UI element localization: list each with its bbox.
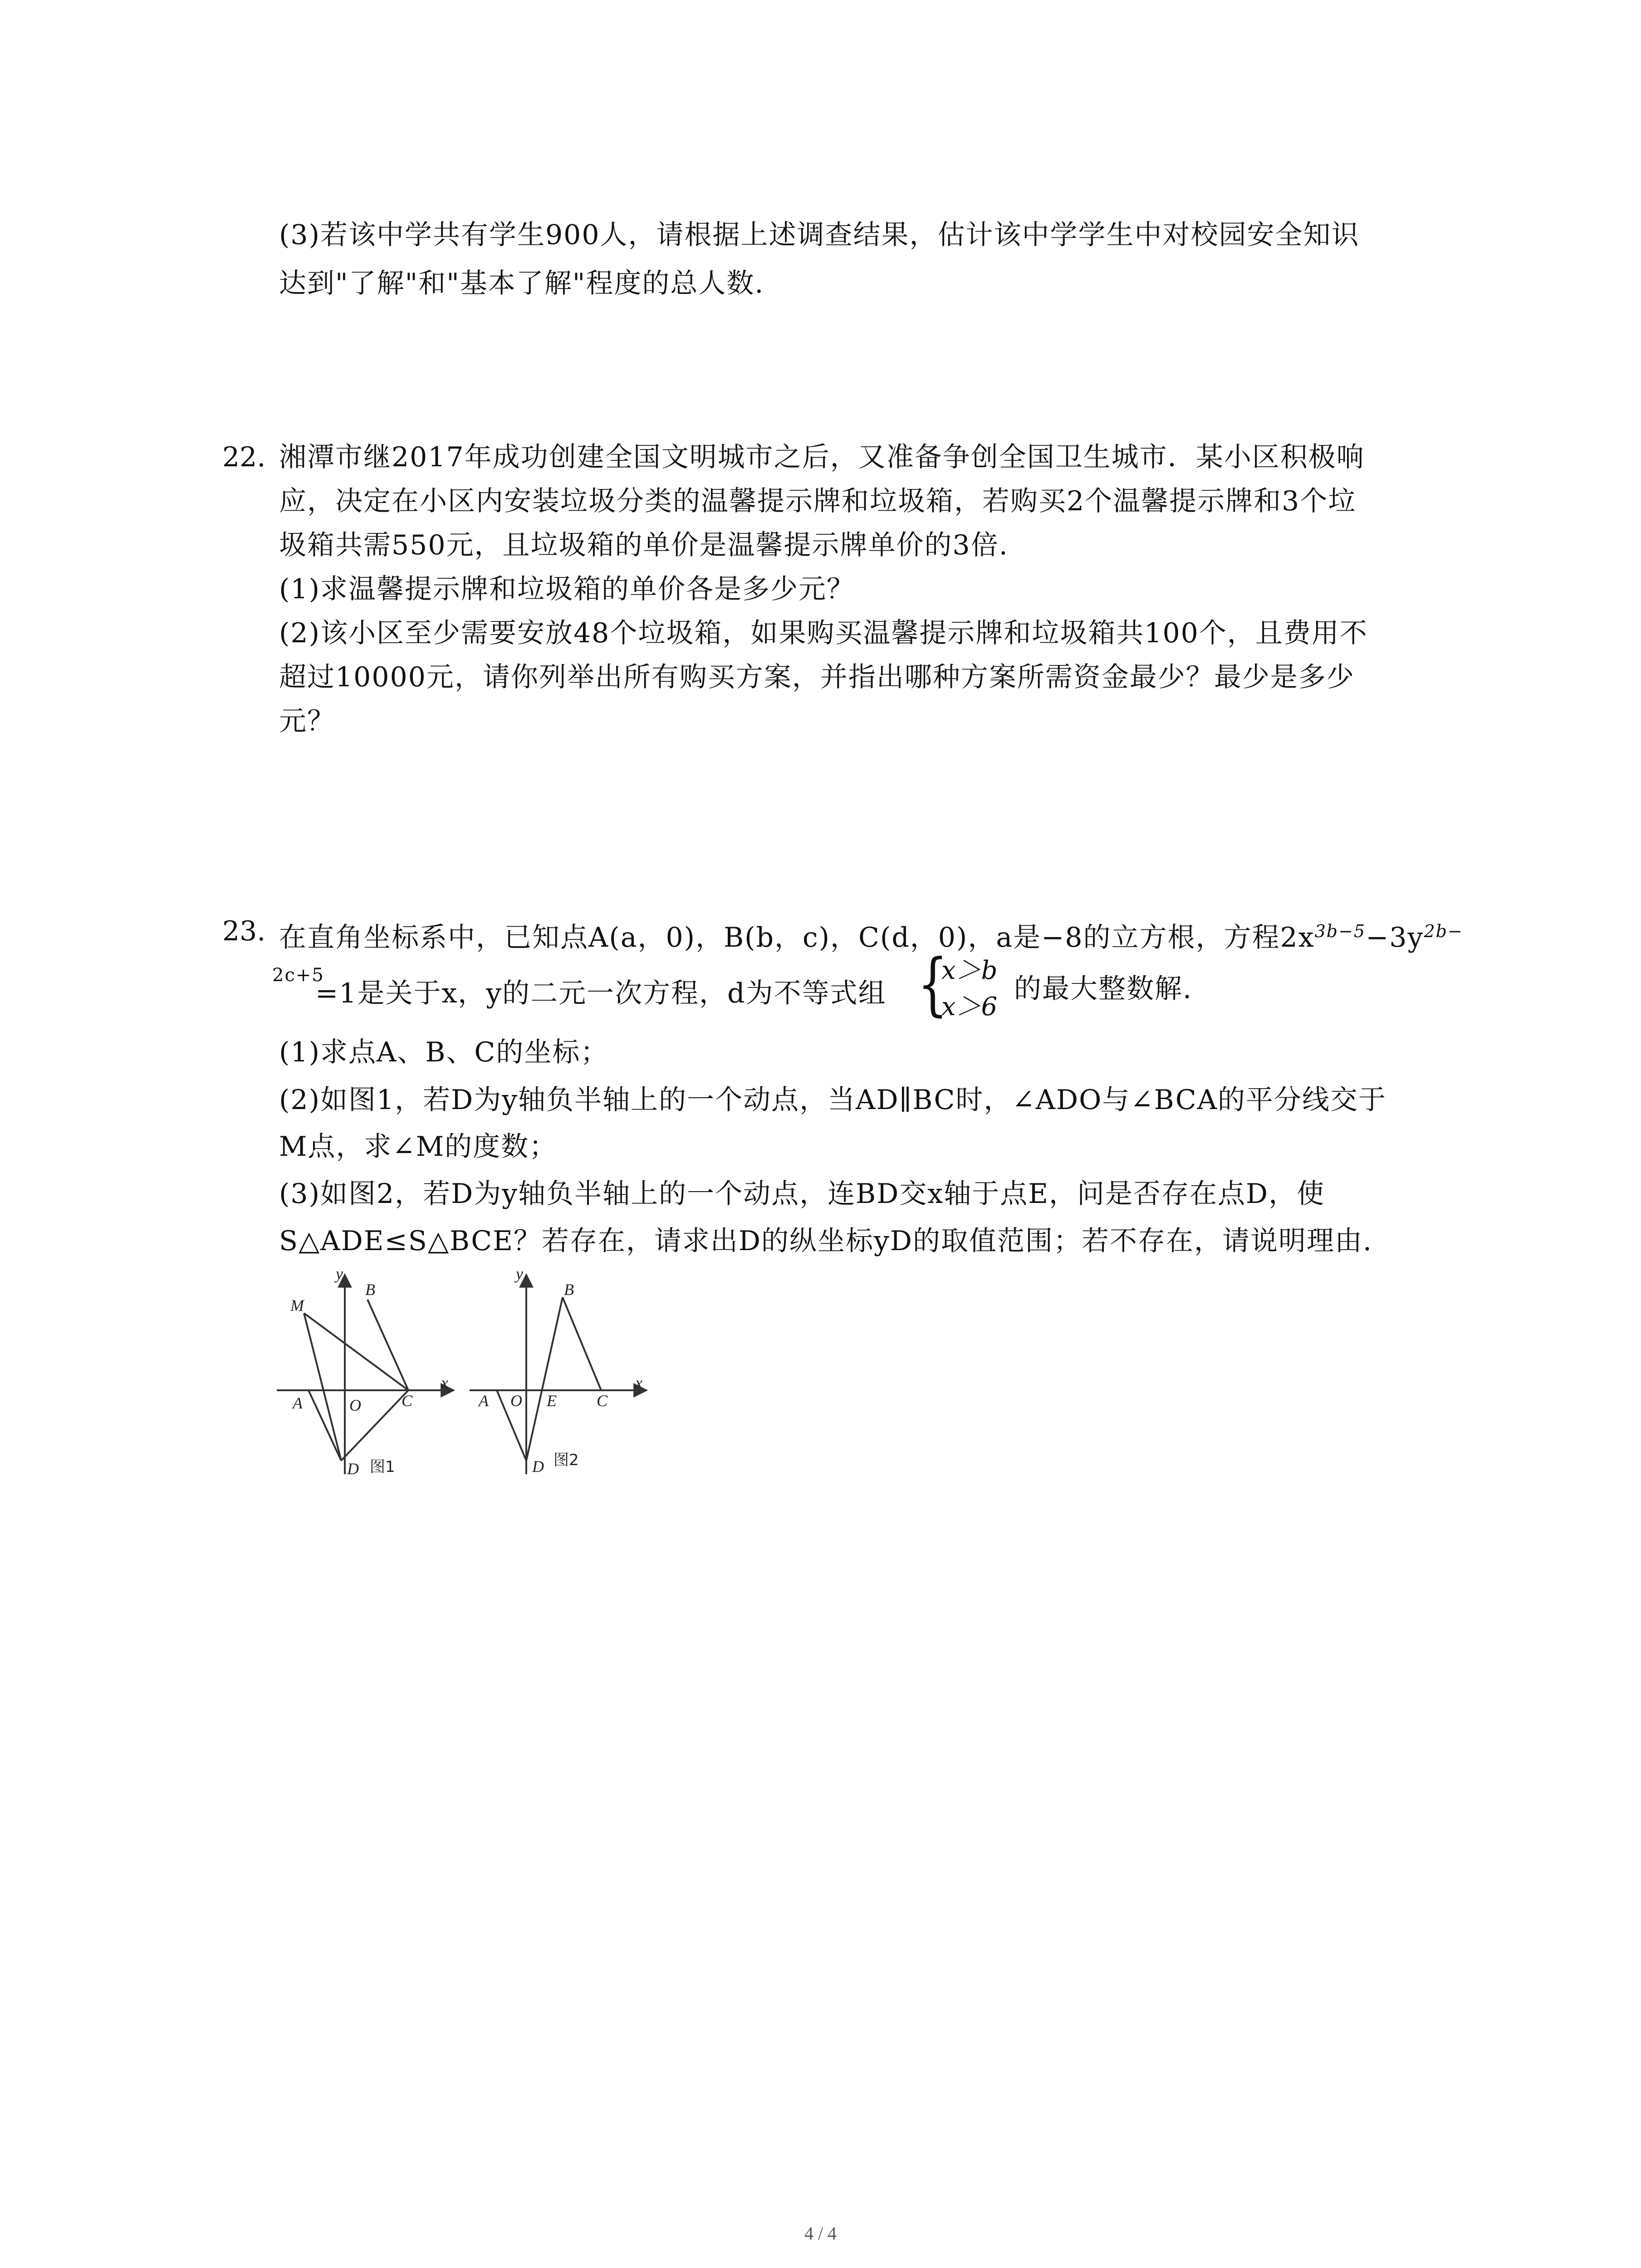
q23-line1-text: 在直角坐标系中，已知点A(a，0)，B(b，c)，C(d，0)，a是−8的立方根，方程2x [279,922,1315,953]
system-brace: { [917,945,948,1024]
line-bc [367,1300,408,1390]
system-row-1: x＞b [941,956,998,985]
fig1-caption: 图1 [370,1458,395,1476]
figure-2 [465,1261,656,1479]
system-row-2: x＞6 [941,992,998,1022]
figure-1 [272,1261,463,1479]
fig1-label-a: A [293,1394,303,1412]
q21-part3-line1: (3)若该中学共有学生900人，请根据上述调查结果，估计该中学学生中对校园安全知识 [279,219,1360,251]
q22-number: 22. [222,441,266,473]
fig1-label-x: x [441,1374,448,1392]
q23-number: 23. [222,915,266,947]
q21-part3-line2: 达到"了解"和"基本了解"程度的总人数. [279,268,764,299]
fig1-label-o: O [349,1396,361,1414]
page-number: 4 / 4 [804,2223,837,2244]
q23-line2-tail: 的最大整数解. [1014,973,1193,1005]
fig2-label-a: A [479,1392,489,1410]
q23-part2-line2: M点，求∠M的度数； [279,1131,558,1163]
fig2-label-e: E [547,1392,557,1410]
fig1-label-c: C [402,1392,413,1410]
q23-exponent-2: 2b− [1424,921,1463,941]
q22-part1: (1)求温馨提示牌和垃圾箱的单价各是多少元？ [279,573,855,605]
q23-part3-line1: (3)如图2，若D为y轴负半轴上的一个动点，连BD交x轴于点E，问是否存在点D，使 [279,1178,1325,1210]
q23-exponent-2-cont: 2c+5 [272,965,324,986]
q23-exponent-1: 3b−5 [1314,921,1366,941]
q22-part2-line3: 元？ [279,705,335,737]
q23-part1: (1)求点A、B、C的坐标； [279,1036,609,1068]
q22-line2: 应，决定在小区内安装垃圾分类的温馨提示牌和垃圾箱，若购买2个温馨提示牌和3个垃 [279,485,1357,517]
fig1-label-y: y [336,1265,343,1283]
fig2-label-x: x [635,1374,642,1392]
fig2-label-y: y [516,1265,523,1283]
q22-line1: 湘潭市继2017年成功创建全国文明城市之后，又准备争创全国卫生城市．某小区积极响 [279,441,1365,473]
line-bc [563,1297,601,1390]
fig2-label-o: O [510,1392,522,1410]
fig2-caption: 图2 [554,1451,579,1469]
fig1-label-m: M [290,1296,304,1315]
fig1-label-d: D [347,1460,359,1478]
q22-line3: 圾箱共需550元，且垃圾箱的单价是温馨提示牌单价的3倍. [279,529,1009,561]
q23-line2: =1是关于x，y的二元一次方程，d为不等式组 [315,978,887,1009]
q22-part2-line2: 超过10000元，请你列举出所有购买方案，并指出哪种方案所需资金最少？最少是多少 [279,661,1355,693]
q23-line1-mid: −3y [1366,922,1424,953]
fig2-label-b: B [564,1281,574,1299]
line-md [304,1313,341,1461]
fig2-label-d: D [532,1457,544,1476]
fig2-label-c: C [597,1392,608,1410]
line-ad [309,1390,341,1461]
q23-line1 [279,913,1463,956]
q23-part2-line1: (2)如图1，若D为y轴负半轴上的一个动点，当AD∥BC时，∠ADO与∠BCA的平分线交于 [279,1084,1387,1116]
q23-part3-line2: S△ADE≤S△BCE？若存在，请求出D的纵坐标yD的取值范围；若不存在，请说明理由. [279,1225,1373,1257]
line-db [526,1297,563,1461]
q22-part2-line1: (2)该小区至少需要安放48个垃圾箱，如果购买温馨提示牌和垃圾箱共100个，且费用不 [279,617,1368,649]
fig1-label-b: B [365,1281,375,1299]
